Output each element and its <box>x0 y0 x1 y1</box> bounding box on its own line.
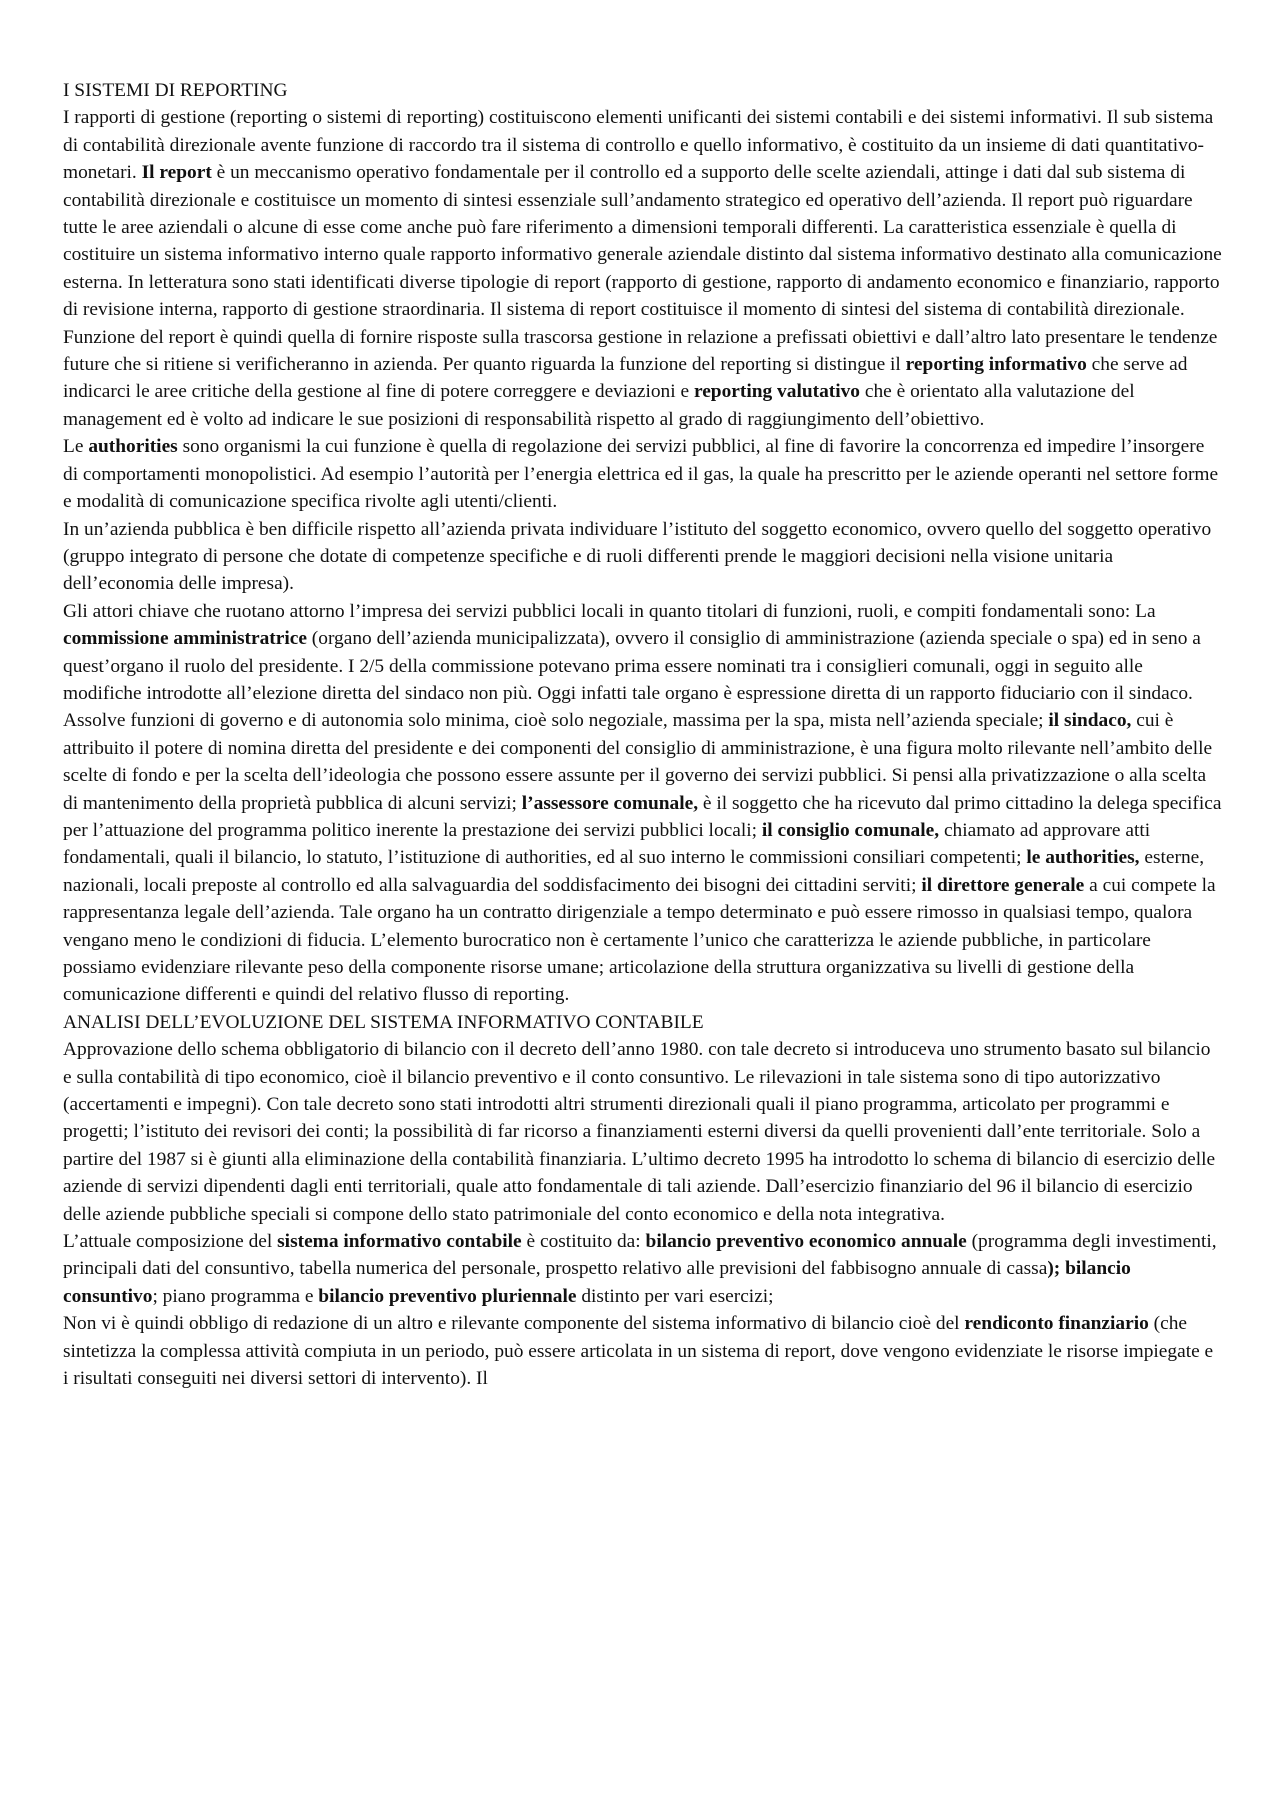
text-run: I rapporti di gestione (reporting o sistemi di reporting) costituiscono elementi unificanti dei sistemi contabili e dei sistemi informativi. Il sub sistema di contabilità direzionale avente funzione di raccordo tra il sistema di controllo e quello informativo, è costituito da un insieme di dati quantitativo-monetari. <box>63 107 1214 184</box>
text-run: sono organismi la cui funzione è quella di regolazione dei servizi pubblici, al fine di favorire la concorrenza ed impedire l’insorgere di comportamenti monopolistici. Ad esempio l’autorità per l’energia elettrica ed il gas, la quale ha prescritto per le aziende operanti nel settore forme e modalità di comunicazione specifica rivolte agli utenti/clienti. <box>63 436 1219 513</box>
paragraph <box>63 1310 1223 1392</box>
text-run: L’attuale composizione del <box>63 1231 278 1253</box>
text-run: a cui compete la rappresentanza legale dell’azienda. Tale organo ha un contratto dirigenziale a tempo determinato e può essere rimosso in qualsiasi tempo, qualora vengano meno le condizioni di fiducia. L’elemento burocratico non è certamente l’unico che caratterizza le aziende pubbliche, in particolare possiamo evidenziare rilevante peso della componente risorse umane; articolazione della struttura organizzativa su livelli di gestione della comunicazione differenti e quindi del relativo flusso di reporting. <box>63 874 1216 1006</box>
paragraph <box>63 104 1223 433</box>
document-title: I SISTEMI DI REPORTING <box>63 80 288 101</box>
text-run: Approvazione dello schema obbligatorio di bilancio con il decreto dell’anno 1980. con tale decreto si introduceva uno strumento basato sul bilancio e sulla contabilità di tipo economico, cioè il bilancio preventivo e il conto consuntivo. Le rilevazioni in tale sistema sono di tipo autorizzativo (accertamenti e impegni). Con tale decreto sono stati introdotti altri strumenti direzionali quali il piano programma, articolato per programmi e progetti; l’istituto dei revisori dei conti; la possibilità di far ricorso a finanziamenti esterni diversi da quelli provenienti dall’ente territoriale. Solo a partire del 1987 si è giunti alla eliminazione della contabilità finanziaria. L’ultimo decreto 1995 ha introdotto lo schema di bilancio di esercizio delle aziende di servizi dipendenti dagli enti territoriali, quale atto fondamentale di tali aziende. Dall’esercizio finanziario del 96 il bilancio di esercizio delle aziende pubbliche speciali si compone dello stato patrimoniale del conto economico e della nota integrativa. <box>63 1039 1216 1225</box>
bold-term: reporting informativo <box>905 354 1087 376</box>
text-run: cui è attribuito il potere di nomina diretta del presidente e dei componenti del consiglio di amministrazione, è una figura molto rilevante nell’ambito delle scelte di fondo e per la scelta dell’ideologia che possono essere assunte per il governo dei servizi pubblici. Si pensi alla privatizzazione o alla scelta di mantenimento della proprietà pubblica di alcuni servizi; <box>63 710 1213 814</box>
bold-term: bilancio preventivo economico annuale <box>645 1231 967 1253</box>
text-run: è il soggetto che ha ricevuto dal primo cittadino la delega specifica per l’attuazione del programma politico inerente la prestazione dei servizi pubblici locali; <box>63 792 1222 841</box>
bold-term: sistema informativo contabile <box>277 1231 522 1253</box>
bold-term: commissione amministratrice <box>63 628 307 650</box>
text-run: Non vi è quindi obbligo di redazione di un altro e rilevante componente del sistema informativo di bilancio cioè del <box>63 1313 965 1335</box>
document-body <box>63 104 1223 1392</box>
paragraph <box>63 433 1223 515</box>
bold-term: reporting valutativo <box>693 381 861 403</box>
text-run: In un’azienda pubblica è ben difficile rispetto all’azienda privata individuare l’istituto del soggetto economico, ovvero quello del soggetto operativo (gruppo integrato di persone che dotate di competenze specifiche e di ruoli differenti prende le maggiori decisioni nella visione unitaria dell’economia delle impresa). <box>63 518 1212 595</box>
bold-term: l’assessore comunale, <box>521 792 699 814</box>
text-run: è un meccanismo operativo fondamentale per il controllo ed a supporto delle scelte aziendali, attinge i dati dal sub sistema di contabilità direzionale e costituisce un momento di sintesi essenziale sull’andamento strategico ed operativo dell’azienda. Il report può riguardare tutte le aree aziendali o alcune di esse come anche può fare riferimento a dimensioni temporali differenti. La caratteristica essenziale è quella di costituire un sistema informativo interno quale rapporto informativo generale aziendale distinto dal sistema informativo destinato alla comunicazione esterna. In letteratura sono stati identificati diverse tipologie di report (rapporto di gestione, rapporto di andamento economico e finanziario, rapporto di revisione interna, rapporto di gestione straordinaria. Il sistema di report costituisce il momento di sintesi del sistema di contabilità direzionale. Funzione del report è quindi quella di fornire risposte sulla trascorsa gestione in relazione a prefissati obiettivi e dall’altro lato presentare le tendenze future che si ritiene si verificheranno in azienda. Per quanto riguarda la funzione del reporting si distingue il <box>63 162 1222 376</box>
bold-term: bilancio preventivo pluriennale <box>318 1285 577 1307</box>
bold-term: ); bilancio consuntivo <box>63 1258 1131 1307</box>
text-run: (che sintetizza la complessa attività compiuta in un periodo, può essere articolata in un sistema di report, dove vengono evidenziate le risorse impiegate e i risultati conseguiti nei diversi settori di intervento). Il <box>63 1313 1214 1390</box>
bold-term: rendiconto finanziario <box>964 1313 1149 1335</box>
text-run: è costituito da: <box>521 1231 646 1253</box>
bold-term: le authorities, <box>1026 847 1140 869</box>
text-run: ; piano programma e <box>152 1285 319 1307</box>
paragraph <box>63 1228 1223 1310</box>
text-run: distinto per vari esercizi; <box>576 1285 774 1307</box>
text-run: ANALISI DELL’EVOLUZIONE DEL SISTEMA INFORMATIVO CONTABILE <box>63 1011 704 1033</box>
bold-term: authorities <box>88 436 178 458</box>
paragraph <box>63 598 1223 1009</box>
text-run: che è orientato alla valutazione del management ed è volto ad indicare le sue posizioni di responsabilità rispetto al grado di raggiungimento dell’obiettivo. <box>63 381 1135 430</box>
bold-term: il direttore generale <box>921 874 1085 896</box>
text-run: Gli attori chiave che ruotano attorno l’impresa dei servizi pubblici locali in quanto titolari di funzioni, ruoli, e compiti fondamentali sono: La <box>63 600 1156 622</box>
paragraph <box>63 1009 1223 1036</box>
paragraph <box>63 516 1223 598</box>
bold-term: il consiglio comunale, <box>761 819 940 841</box>
document-page <box>63 77 1223 1393</box>
text-run: esterne, nazionali, locali preposte al controllo ed alla salvaguardia del soddisfacimento dei bisogni dei cittadini serviti; <box>63 847 1205 896</box>
paragraph <box>63 1036 1223 1228</box>
bold-term: il sindaco, <box>1048 710 1132 732</box>
bold-term: Il report <box>141 162 212 184</box>
text-run: chiamato ad approvare atti fondamentali, quali il bilancio, lo statuto, l’istituzione di authorities, ed al suo interno le commissioni consiliari competenti; <box>63 819 1151 869</box>
text-run: (programma degli investimenti, principali dati del consuntivo, tabella numerica del personale, prospetto relativo alle previsioni del fabbisogno annuale di cassa <box>63 1231 1217 1280</box>
text-run: Le <box>63 436 89 458</box>
text-run: (organo dell’azienda municipalizzata), ovvero il consiglio di amministrazione (azienda speciale o spa) ed in seno a quest’organo il ruolo del presidente. I 2/5 della commissione potevano prima essere nominati tra i consiglieri comunali, oggi in seguito alle modifiche introdotte all’elezione diretta del sindaco non più. Oggi infatti tale organo è espressione diretta di un rapporto fiduciario con il sindaco. Assolve funzioni di governo e di autonomia solo minima, cioè solo negoziale, massima per la spa, mista nell’azienda speciale; <box>63 628 1201 732</box>
text-run: che serve ad indicarci le aree critiche della gestione al fine di potere correggere e deviazioni e <box>63 354 1188 403</box>
